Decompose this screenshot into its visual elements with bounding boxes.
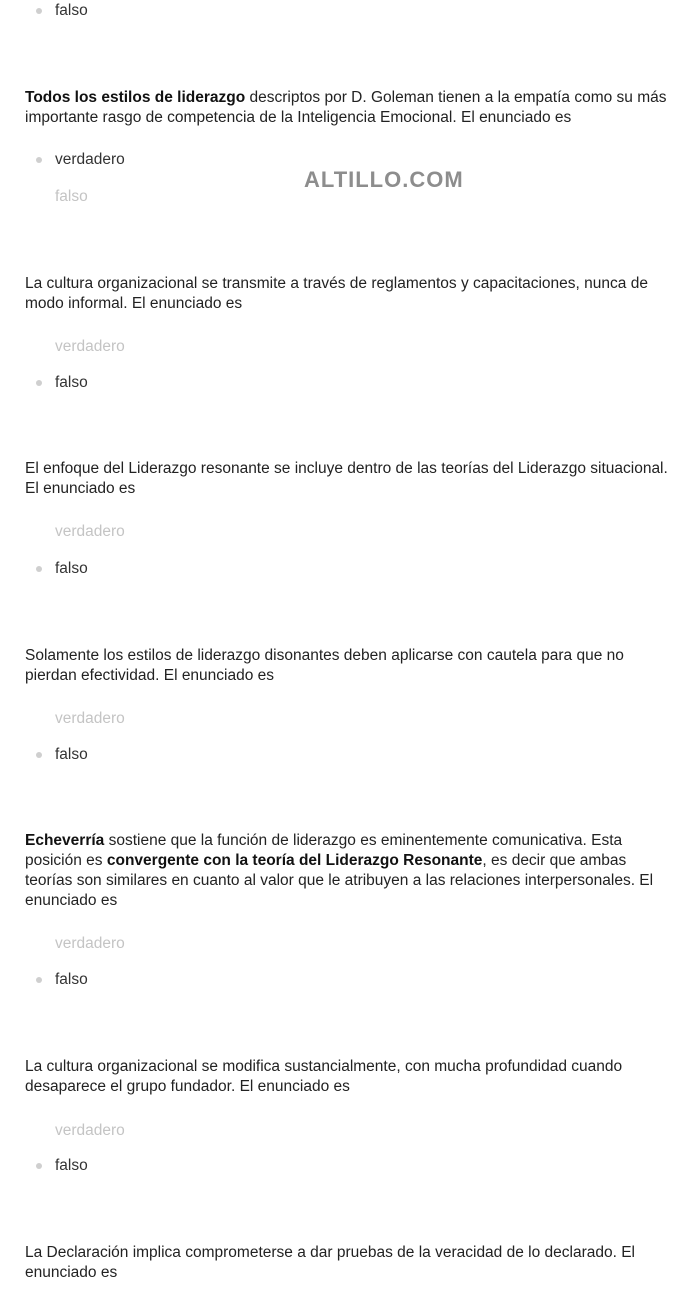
option-falso[interactable]: falso [55, 560, 88, 577]
option-verdadero[interactable]: verdadero [55, 523, 125, 540]
option-verdadero[interactable]: verdadero [55, 151, 125, 168]
option-verdadero[interactable]: verdadero [55, 338, 125, 355]
answer-bullet [36, 8, 42, 14]
option-falso[interactable]: falso [55, 971, 88, 988]
question-bold: convergente con la teoría del Liderazgo Resonante [106, 852, 483, 869]
option-verdadero[interactable]: verdadero [55, 1122, 125, 1139]
question-text: Solamente los estilos de liderazgo disonantes deben aplicarse con cautela para que no pierdan efectividad. El enunciado es [25, 647, 624, 684]
answer-bullet [36, 752, 42, 758]
option-falso[interactable]: falso [55, 1157, 88, 1174]
answer-bullet [36, 157, 42, 163]
answer-bullet [36, 1163, 42, 1169]
option-falso[interactable]: falso [55, 746, 88, 763]
question-bold: Todos los estilos de liderazgo [25, 89, 246, 106]
option-verdadero[interactable]: verdadero [55, 935, 125, 952]
option-falso[interactable]: falso [55, 188, 88, 205]
option-falso[interactable]: falso [55, 374, 88, 391]
question-bold: Echeverría [25, 832, 105, 849]
option-falso[interactable]: falso [55, 2, 88, 19]
answer-bullet [36, 380, 42, 386]
question-text: Echeverría sostiene que la función de liderazgo es eminentemente comunicativa. Esta posición es convergente con la teoría del Liderazgo Resonante, es decir que ambas teorías son similares en cuanto al valor que le atribuyen a las relaciones interpersonales. El enunciado es [25, 832, 654, 909]
answer-bullet [36, 566, 42, 572]
watermark: ALTILLO.COM [304, 167, 464, 192]
answer-bullet [36, 977, 42, 983]
question-text: El enfoque del Liderazgo resonante se incluye dentro de las teorías del Liderazgo situacional. El enunciado es [25, 460, 668, 497]
option-verdadero[interactable]: verdadero [55, 710, 125, 727]
question-text: La cultura organizacional se modifica sustancialmente, con mucha profundidad cuando desaparece el grupo fundador. El enunciado es [25, 1058, 623, 1095]
question-text: Todos los estilos de liderazgo descriptos por D. Goleman tienen a la empatía como su más importante rasgo de competencia de la Inteligencia Emocional. El enunciado es [25, 89, 667, 126]
question-text: La cultura organizacional se transmite a través de reglamentos y capacitaciones, nunca de modo informal. El enunciado es [25, 275, 648, 312]
question-text: La Declaración implica comprometerse a dar pruebas de la veracidad de lo declarado. El enunciado es [25, 1244, 635, 1281]
